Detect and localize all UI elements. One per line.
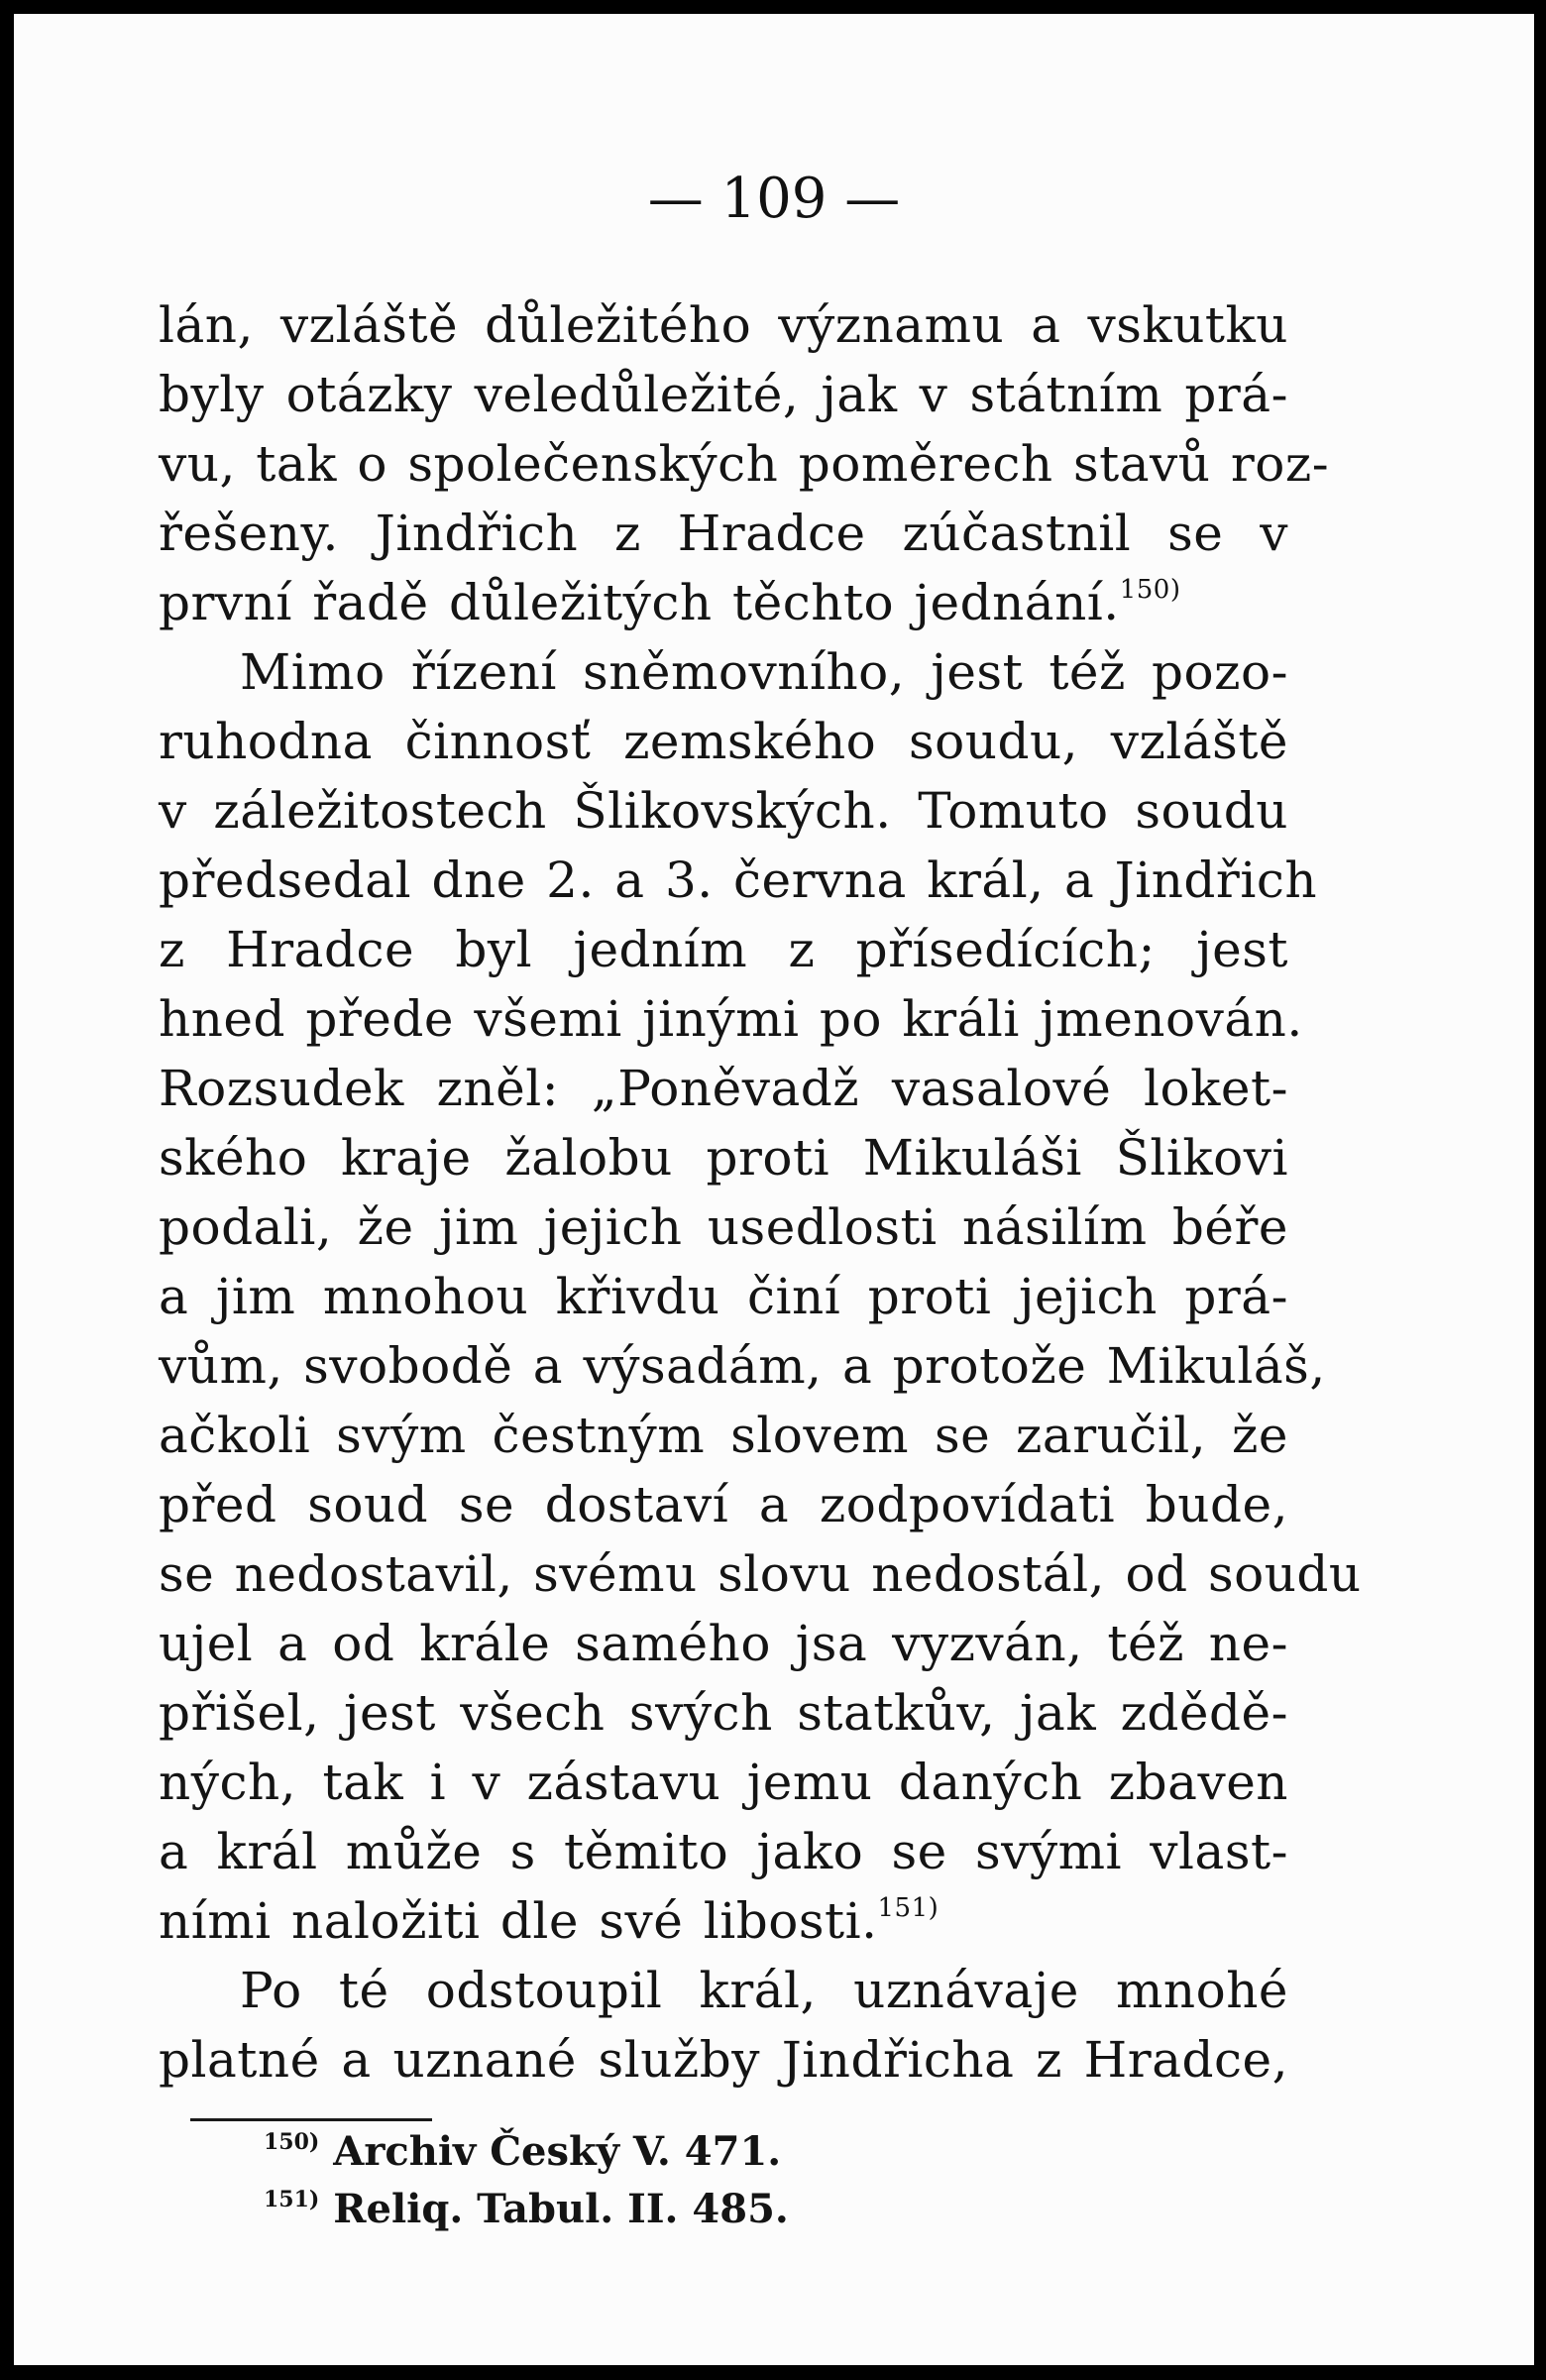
text-line: řešeny. Jindřich z Hradce zúčastnil se v: [159, 505, 1288, 562]
footnote-item: [264, 2123, 789, 2181]
text-line-content: první řadě důležitých těchto jednání.: [159, 574, 1120, 631]
text-line: z Hradce byl jedním z přísedících; jest: [159, 921, 1288, 978]
text-line: přišel, jest všech svých statkův, jak zdědě-: [159, 1684, 1288, 1742]
text-line: v záležitostech Šlikovských. Tomuto soudu: [159, 782, 1288, 840]
text-line: podali, že jim jejich usedlosti násilím béře: [159, 1198, 1288, 1256]
footnote-item: [264, 2181, 789, 2238]
footnote-text: Archiv Český V. 471.: [333, 2128, 782, 2175]
text-line: Rozsudek zněl: „Poněvadž vasalové loket-: [159, 1060, 1288, 1117]
text-line: se nedostavil, svému slovu nedostál, od soudu: [159, 1545, 1362, 1603]
text-line: ského kraje žalobu proti Mikuláši Šlikovi: [159, 1129, 1288, 1187]
text-line: předsedal dne 2. a 3. června král, a Jindřich: [159, 851, 1318, 909]
text-line-content: ními naložiti dle své libosti.: [159, 1892, 878, 1950]
footnote-marker: 150): [264, 2129, 320, 2155]
footnote-divider: [190, 2118, 432, 2121]
text-line: ujel a od krále samého jsa vyzván, též ne-: [159, 1615, 1288, 1672]
text-line: vům, svobodě a výsadám, a protože Mikuláš,: [159, 1337, 1326, 1395]
text-line: ných, tak i v zástavu jemu daných zbaven: [159, 1754, 1288, 1811]
text-line: hned přede všemi jinými po králi jmenován.: [159, 990, 1303, 1048]
page-number: — 109 —: [647, 167, 901, 231]
text-line: před soud se dostaví a zodpovídati bude,: [159, 1476, 1288, 1533]
book-page: [14, 14, 1534, 2365]
text-line: a král může s těmito jako se svými vlast-: [159, 1823, 1288, 1880]
body-text: [159, 290, 1362, 2095]
text-line: Po té odstoupil král, uznávaje mnohé: [240, 1962, 1288, 2019]
text-line: [159, 1886, 1288, 1956]
footnote-reference: 150): [1119, 575, 1181, 605]
text-line: ačkoli svým čestným slovem se zaručil, že: [159, 1407, 1288, 1464]
text-line: byly otázky veledůležité, jak v státním prá-: [159, 366, 1288, 423]
text-line: platné a uznané služby Jindřicha z Hradce,: [159, 2031, 1288, 2089]
footnote-marker: 151): [264, 2187, 320, 2212]
footnote-text: Reliq. Tabul. II. 485.: [333, 2186, 789, 2232]
text-line: [159, 568, 1288, 637]
footnotes: [264, 2123, 789, 2238]
footnote-reference: 151): [877, 1893, 939, 1923]
text-line: Mimo řízení sněmovního, jest též pozo-: [240, 643, 1288, 701]
text-line: vu, tak o společenských poměrech stavů roz-: [159, 435, 1330, 493]
text-line: lán, vzláště důležitého významu a vskutku: [159, 296, 1288, 354]
text-line: ruhodna činnosť zemského soudu, vzláště: [159, 713, 1288, 770]
text-line: a jim mnohou křivdu činí proti jejich prá-: [159, 1268, 1288, 1325]
